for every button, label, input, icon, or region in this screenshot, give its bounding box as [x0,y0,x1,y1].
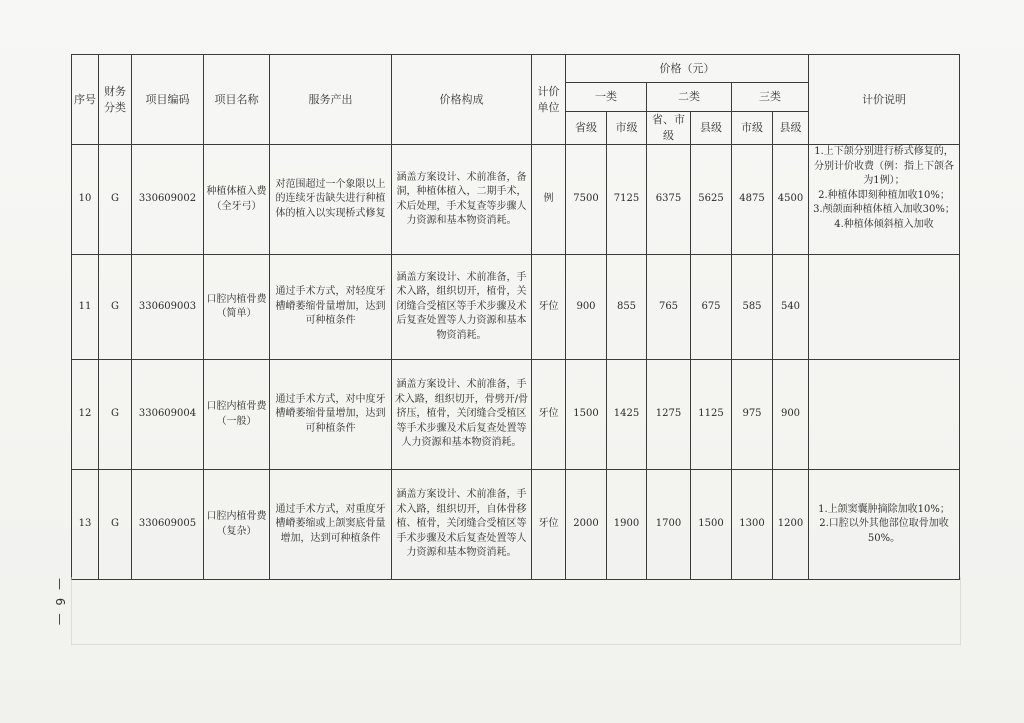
table-row [72,255,960,360]
cell-price-c3-county: 900 [773,360,809,470]
table-row [72,145,960,255]
header-class1: 一类 [566,83,647,112]
cell-price-c3-city: 1300 [732,470,773,580]
header-c1-city: 市级 [607,112,647,145]
cell-composition: 涵盖方案设计、术前准备，手术入路，组织切开，自体骨移植、植骨，关闭缝合受植区等手术步骤及术后复查处置等人力资源和基本物资消耗。 [392,470,532,580]
cell-fin-class: G [99,145,132,255]
header-pricing-notes: 计价说明 [809,55,960,145]
cell-seq: 12 [72,360,99,470]
cell-price-c1-city: 1425 [607,360,647,470]
cell-fin-class: G [99,470,132,580]
cell-seq: 11 [72,255,99,360]
cell-seq: 10 [72,145,99,255]
cell-price-c1-province: 2000 [566,470,607,580]
cell-fin-class: G [99,360,132,470]
page-number: — 6 — [53,578,67,628]
cell-price-c2-province-city: 765 [647,255,691,360]
header-c1-province: 省级 [566,112,607,145]
cell-price-c1-city: 7125 [607,145,647,255]
cell-price-c2-province-city: 6375 [647,145,691,255]
price-table [71,54,960,580]
cell-code: 330609005 [132,470,204,580]
cell-name: 口腔内植骨费（一般） [204,360,270,470]
cell-unit: 牙位 [532,255,566,360]
cell-price-c3-city: 4875 [732,145,773,255]
cell-composition: 涵盖方案设计、术前准备，手术入路，组织切开，植骨，关闭缝合受植区等手术步骤及术后复查处置等人力资源和基本物资消耗。 [392,255,532,360]
cell-code: 330609002 [132,145,204,255]
cell-unit: 牙位 [532,360,566,470]
header-c2-county: 县级 [691,112,732,145]
header-fin-class: 财务分类 [99,55,132,145]
cell-price-c3-county: 4500 [773,145,809,255]
cell-notes [809,360,960,470]
cell-service: 通过手术方式，对轻度牙槽嵴萎缩骨量增加，达到可种植条件 [270,255,392,360]
cell-price-c2-province-city: 1700 [647,470,691,580]
cell-price-c2-county: 5625 [691,145,732,255]
header-c2-province-city: 省、市级 [647,112,691,145]
header-class3: 三类 [732,83,809,112]
cell-service: 对范围超过一个象限以上的连续牙齿缺失进行种植体的植入以实现桥式修复 [270,145,392,255]
cell-price-c1-province: 1500 [566,360,607,470]
cell-price-c1-province: 7500 [566,145,607,255]
cell-unit: 例 [532,145,566,255]
cell-price-c1-city: 855 [607,255,647,360]
cell-price-c1-province: 900 [566,255,607,360]
cell-unit: 牙位 [532,470,566,580]
cell-price-c2-province-city: 1275 [647,360,691,470]
header-price-composition: 价格构成 [392,55,532,145]
cell-service: 通过手术方式，对重度牙槽嵴萎缩或上颌窦底骨量增加，达到可种植条件 [270,470,392,580]
cell-price-c3-county: 1200 [773,470,809,580]
header-price-yuan: 价格（元） [566,55,809,83]
header-pricing-unit: 计价单位 [532,55,566,145]
header-c3-city: 市级 [732,112,773,145]
cell-notes [809,255,960,360]
cell-notes: 1.上颌窦囊肿摘除加收10%； 2.口腔以外其他部位取骨加收50%。 [809,470,960,580]
cell-price-c3-city: 585 [732,255,773,360]
bleed-through-table-edge [71,577,961,645]
cell-composition: 涵盖方案设计、术前准备，备洞，种植体植入，二期手术，术后处理，手术复查等步骤人力资源和基本物资消耗。 [392,145,532,255]
header-class2: 二类 [647,83,732,112]
cell-seq: 13 [72,470,99,580]
cell-fin-class: G [99,255,132,360]
header-c3-county: 县级 [773,112,809,145]
cell-name: 种植体植入费（全牙弓） [204,145,270,255]
cell-composition: 涵盖方案设计、术前准备，手术入路，组织切开，骨劈开/骨挤压，植骨，关闭缝合受植区等手术步骤及术后复查处置等人力资源和基本物资消耗。 [392,360,532,470]
cell-code: 330609003 [132,255,204,360]
cell-service: 通过手术方式，对中度牙槽嵴萎缩骨量增加，达到可种植条件 [270,360,392,470]
cell-price-c2-county: 1125 [691,360,732,470]
header-item-name: 项目名称 [204,55,270,145]
cell-name: 口腔内植骨费（简单） [204,255,270,360]
header-service-output: 服务产出 [270,55,392,145]
cell-name: 口腔内植骨费（复杂） [204,470,270,580]
cell-notes: 1.上下颌分别进行桥式修复的，分别计价收费（例：指上下颌各为1例）； 2.种植体即刻种植加收10%； 3.颅颌面种植体植入加收30%； 4.种植体倾斜植入加收 [809,145,960,255]
cell-price-c3-city: 975 [732,360,773,470]
cell-price-c1-city: 1900 [607,470,647,580]
cell-price-c2-county: 675 [691,255,732,360]
header-seq: 序号 [72,55,99,145]
cell-price-c3-county: 540 [773,255,809,360]
cell-code: 330609004 [132,360,204,470]
table-row [72,470,960,580]
header-item-code: 项目编码 [132,55,204,145]
cell-price-c2-county: 1500 [691,470,732,580]
table-row [72,360,960,470]
